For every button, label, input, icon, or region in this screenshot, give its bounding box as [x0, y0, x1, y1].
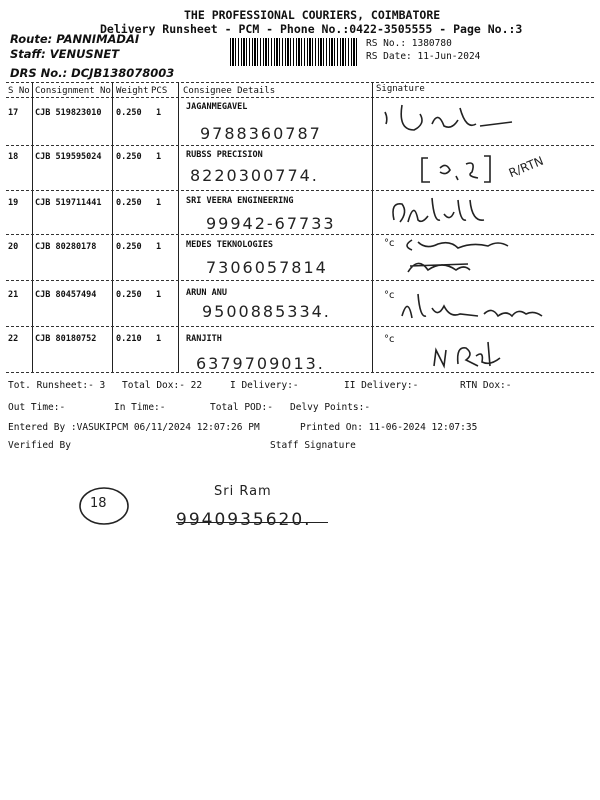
row-phone-handwritten: 8220300774. — [190, 166, 319, 185]
strike-line — [176, 522, 328, 523]
row-weight: 0.250 — [116, 290, 142, 300]
row-pcs: 1 — [156, 198, 162, 208]
row-consignment: CJB 80180752 — [35, 334, 97, 344]
row-sno: 18 — [8, 152, 19, 162]
handwritten-phone: 9940935620. — [176, 510, 312, 530]
row-phone-handwritten: 6379709013. — [196, 354, 325, 373]
row-consignment: CJB 80280178 — [35, 242, 97, 252]
in-time: In Time:- — [114, 402, 166, 413]
row-consignee: JAGANMEGAVEL — [186, 102, 248, 112]
drs-number: DRS No.: DCJB138078003 — [10, 66, 175, 80]
row-phone-handwritten: 7306057814 — [206, 258, 328, 277]
divider — [6, 190, 594, 191]
row-pcs: 1 — [156, 152, 162, 162]
row-consignment: CJB 519823010 — [35, 108, 102, 118]
row-sno: 21 — [8, 290, 19, 300]
col-header-weight: Weight — [116, 86, 149, 96]
row-weight: 0.250 — [116, 108, 142, 118]
col-header-sno: S No — [8, 86, 30, 96]
row-pcs: 1 — [156, 242, 162, 252]
rs-date: RS Date: 11-Jun-2024 — [366, 51, 481, 62]
row-consignee: SRI VEERA ENGINEERING — [186, 196, 294, 206]
divider — [6, 372, 594, 373]
rs-number: RS No.: 1380780 — [366, 38, 452, 49]
signature-image — [398, 288, 548, 328]
signature-mark: °c — [384, 334, 395, 345]
column-line — [112, 82, 113, 372]
signature-image — [380, 100, 520, 145]
row-pcs: 1 — [156, 290, 162, 300]
total-pod: Total POD:- — [210, 402, 273, 413]
row-consignment: CJB 519711441 — [35, 198, 102, 208]
row-sno: 17 — [8, 108, 19, 118]
row-consignee: RANJITH — [186, 334, 222, 344]
column-line — [372, 82, 373, 372]
row-sno: 19 — [8, 198, 19, 208]
ii-delivery: II Delivery:- — [344, 380, 419, 391]
divider — [6, 234, 594, 235]
runsheet-subtitle: Delivery Runsheet - PCM - Phone No.:0422-3505555 - Page No.:3 — [100, 22, 523, 36]
circled-number: 18 — [90, 496, 107, 511]
col-header-pcs: PCS — [151, 86, 168, 96]
row-phone-handwritten: 9788360787 — [200, 124, 322, 143]
row-phone-handwritten: 99942-67733 — [206, 214, 336, 233]
row-consignee: MEDES TEKNOLOGIES — [186, 240, 273, 250]
row-consignee: ARUN ANU — [186, 288, 227, 298]
divider — [6, 97, 594, 98]
column-line — [32, 82, 33, 372]
staff-signature: Staff Signature — [270, 440, 356, 451]
row-consignee: RUBSS PRECISION — [186, 150, 263, 160]
row-consignment: CJB 519595024 — [35, 152, 102, 162]
signature-mark: °c — [384, 290, 395, 301]
row-pcs: 1 — [156, 334, 162, 344]
divider — [6, 82, 594, 83]
divider — [6, 145, 594, 146]
route-label: Route: PANNIMADAI — [10, 32, 140, 46]
col-header-consignee: Consignee Details — [183, 86, 276, 96]
handwritten-name: Sri Ram — [214, 484, 272, 499]
row-weight: 0.250 — [116, 152, 142, 162]
i-delivery: I Delivery:- — [230, 380, 299, 391]
return-note: R/RTN — [506, 153, 546, 181]
rtn-dox: RTN Dox:- — [460, 380, 512, 391]
col-header-consignment: Consignment No — [35, 86, 111, 96]
signature-image — [388, 192, 498, 232]
row-pcs: 1 — [156, 108, 162, 118]
barcode — [230, 38, 358, 66]
tot-runsheet: Tot. Runsheet:- 3 — [8, 380, 106, 391]
delvy-points: Delvy Points:- — [290, 402, 371, 413]
signature-mark: °c — [384, 238, 395, 249]
row-weight: 0.250 — [116, 242, 142, 252]
verified-by: Verified By — [8, 440, 71, 451]
row-consignment: CJB 80457494 — [35, 290, 97, 300]
signature-image — [430, 336, 520, 372]
signature-image — [400, 150, 510, 190]
signature-image — [398, 236, 518, 282]
staff-label: Staff: VENUSNET — [10, 47, 120, 61]
column-line — [178, 82, 179, 372]
row-sno: 20 — [8, 242, 19, 252]
row-sno: 22 — [8, 334, 19, 344]
divider — [6, 280, 594, 281]
row-phone-handwritten: 9500885334. — [202, 302, 331, 321]
out-time: Out Time:- — [8, 402, 66, 413]
entered-by: Entered By :VASUKIPCM 06/11/2024 12:07:26 PM — [8, 422, 260, 433]
row-weight: 0.210 — [116, 334, 142, 344]
row-weight: 0.250 — [116, 198, 142, 208]
col-header-signature: Signature — [376, 84, 425, 94]
total-dox: Total Dox:- 22 — [122, 380, 203, 391]
printed-on: Printed On: 11-06-2024 12:07:35 — [300, 422, 478, 433]
divider — [6, 326, 594, 327]
company-title: THE PROFESSIONAL COURIERS, COIMBATORE — [184, 8, 441, 22]
